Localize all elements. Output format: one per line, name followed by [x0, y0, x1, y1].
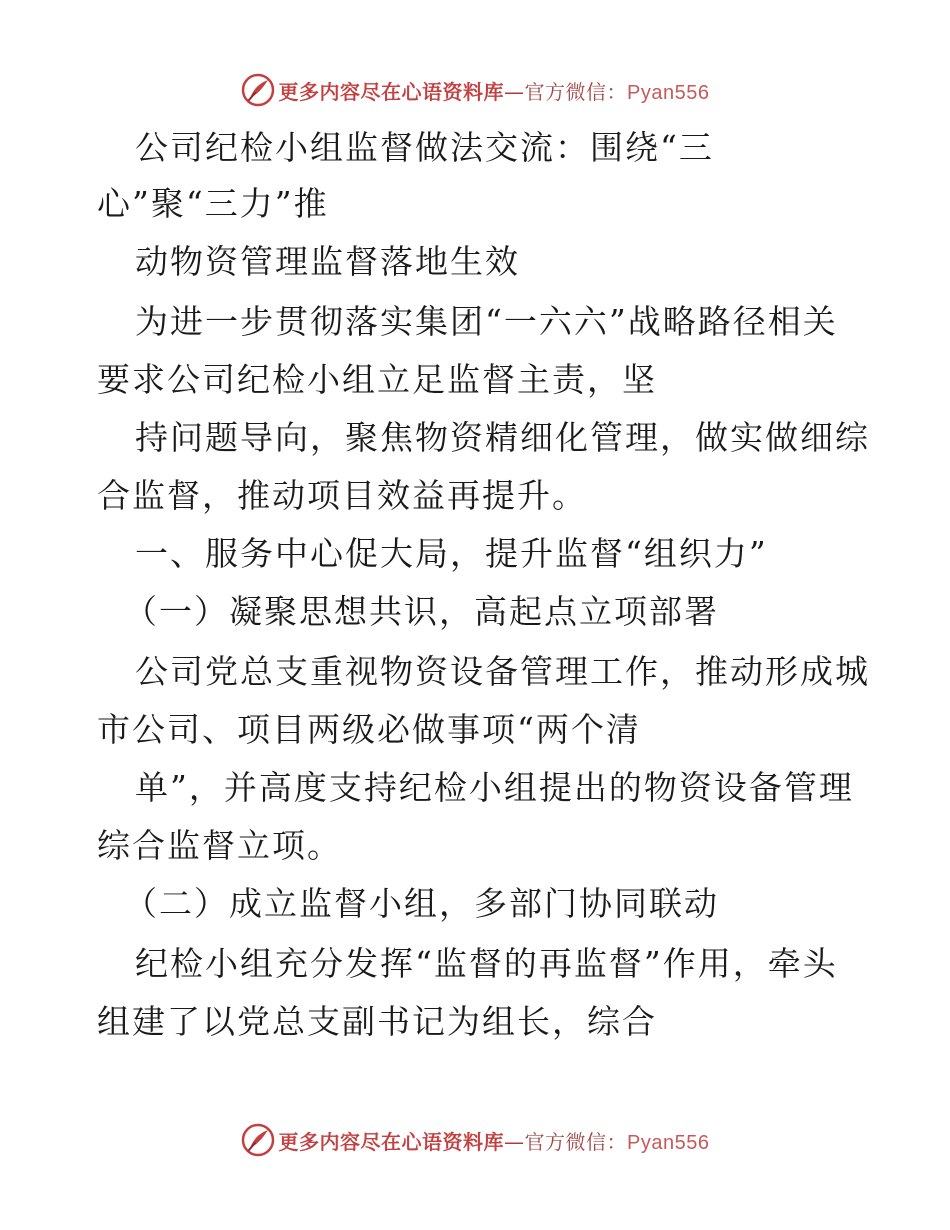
paragraph-line: 要求公司纪检小组立足监督主责，坚: [97, 360, 657, 399]
header-watermark: [0, 70, 950, 110]
feather-pen-logo-icon: [241, 73, 275, 107]
watermark-handle: Pyan556: [627, 81, 710, 104]
watermark-separator: —: [504, 1129, 525, 1154]
document-title-line-1: 公司纪检小组监督做法交流：围绕“三: [135, 128, 714, 167]
paragraph-line: 为进一步贯彻落实集团“一六六”战略路径相关: [135, 302, 838, 341]
subsection-heading: （一）凝聚思想共识，高起点立项部署: [124, 592, 719, 631]
watermark-wechat-label: 官方微信：: [524, 1129, 628, 1154]
watermark-text: [279, 76, 710, 105]
paragraph-line: 纪检小组充分发挥“监督的再监督”作用，牵头: [135, 944, 838, 983]
watermark-handle: Pyan556: [627, 1131, 710, 1154]
watermark-brand: 更多内容尽在心语资料库: [278, 79, 505, 104]
feather-pen-logo-icon: [241, 1123, 275, 1157]
watermark-separator: —: [504, 79, 525, 104]
watermark-wechat-label: 官方微信：: [524, 79, 628, 104]
paragraph-line: 单”，并高度支持纪检小组提出的物资设备管理: [135, 768, 854, 807]
section-heading: 一、服务中心促大局，提升监督“组织力”: [135, 534, 768, 573]
watermark-text: [279, 1126, 710, 1155]
paragraph-line: 公司党总支重视物资设备管理工作，推动形成城: [135, 652, 870, 691]
paragraph-line: 市公司、项目两级必做事项“两个清: [97, 710, 641, 749]
watermark-brand: 更多内容尽在心语资料库: [278, 1129, 505, 1154]
footer-watermark: [0, 1120, 950, 1160]
paragraph-line: 综合监督立项。: [97, 826, 342, 865]
document-title-line-3: 动物资管理监督落地生效: [135, 242, 520, 281]
paragraph-line: 持问题导向，聚焦物资精细化管理，做实做细综: [135, 418, 870, 457]
paragraph-line: 组建了以党总支副书记为组长，综合: [97, 1002, 657, 1041]
document-title-line-2: 心”聚“三力”推: [97, 184, 329, 223]
subsection-heading: （二）成立监督小组，多部门协同联动: [124, 884, 719, 923]
paragraph-line: 合监督，推动项目效益再提升。: [97, 476, 587, 515]
